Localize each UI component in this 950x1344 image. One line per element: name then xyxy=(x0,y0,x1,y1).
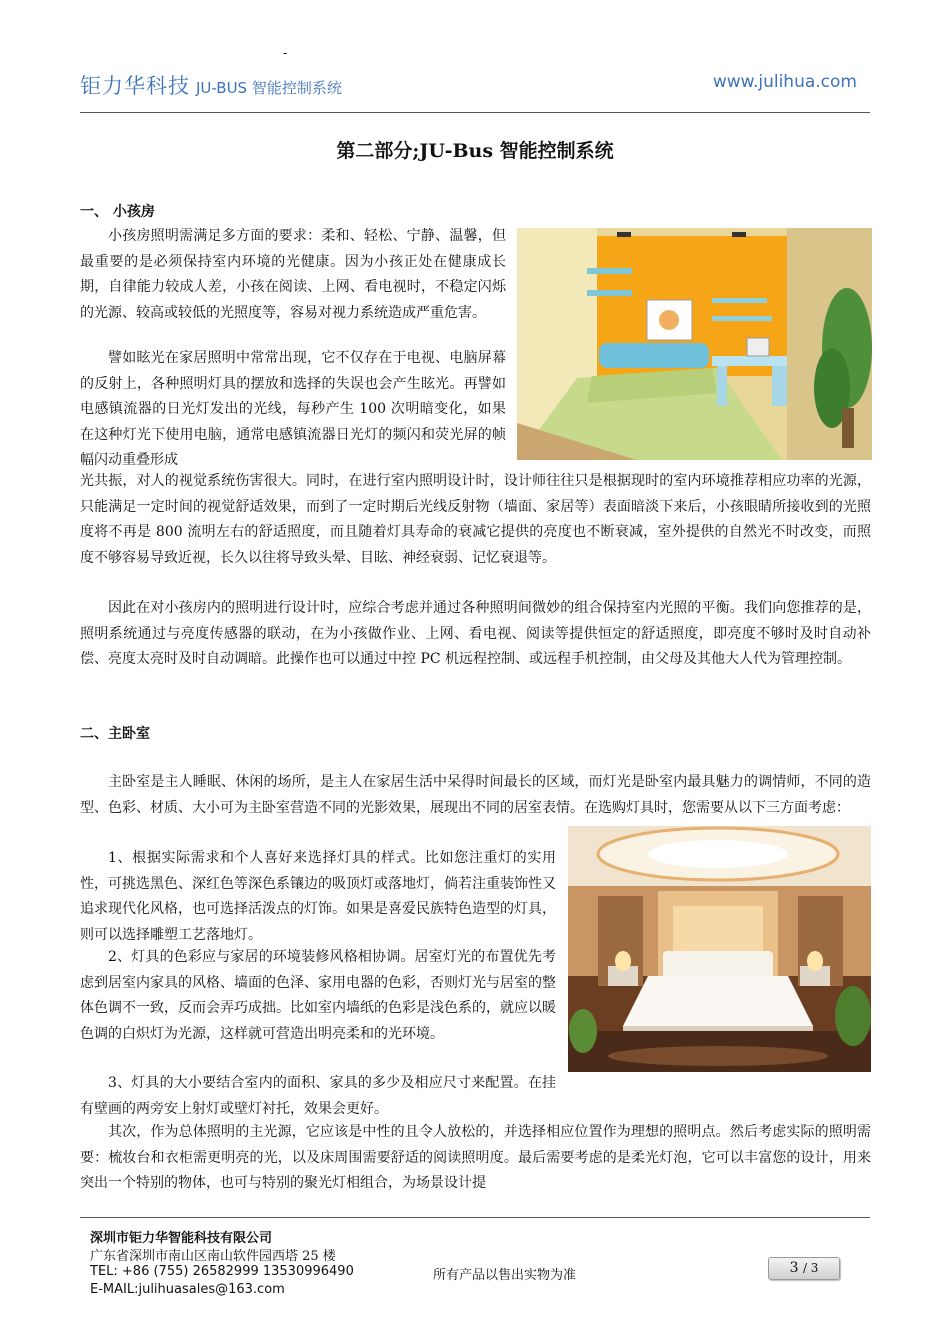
footer-company: 深圳市钜力华智能科技有限公司 xyxy=(90,1231,273,1246)
kids-room-photo xyxy=(517,228,872,460)
section1-heading: 一、 小孩房 xyxy=(80,204,155,220)
footer-tel: TEL: +86 (755) 26582999 13530996490 xyxy=(90,1264,354,1279)
section2-para2: 其次，作为总体照明的主光源，它应该是中性的且令人放松的，并选择相应位置作为理想的照明点。然后考虑实际的照明需要：梳妆台和衣柜需更明亮的光，以及床周围需要舒适的阅读照明度。最后需要考虑的是柔光灯泡，它可以丰富您的设计，用来突出一个特别的物体，也可与特别的聚光灯相组合，为场景设计提 xyxy=(80,1124,871,1192)
header-dash: - xyxy=(283,46,288,60)
page-total: / 3 xyxy=(802,1261,819,1275)
section1-para2a: 譬如眩光在家居照明中常常出现，它不仅存在于电视、电脑屏幕的反射上，各种照明灯具的摆放和选择的失误也会产生眩光。再譬如电感镇流器的日光灯发出的光线，每秒产生 100 次明暗变化，如果在这种灯光下使用电脑，通常电感镇流器日光灯的频闪和荧光屏的帧幅闪动重叠形成 xyxy=(80,350,506,469)
footer-divider xyxy=(80,1217,870,1218)
section1-para3: 因此在对小孩房内的照明进行设计时，应综合考虑并通过各种照明间微妙的组合保持室内光照的平衡。我们向您推荐的是，照明系统通过与亮度传感器的联动，在为小孩做作业、上网、看电视、阅读等提供恒定的舒适照度，即亮度不够时及时自动补偿、亮度太亮时及时自动调暗。此操作也可以通过中控 PC 机远程控制、或远程手机控制，由父母及其他大人代为管理控制。 xyxy=(80,600,871,668)
section1-para1: 小孩房照明需满足多方面的要求：柔和、轻松、宁静、温馨，但最重要的是必须保持室内环境的光健康。因为小孩正处在健康成长期，自律能力较成人差，小孩在阅读、上网、看电视时，不稳定闪烁的光源、较高或较低的光照度等，容易对视力系统造成严重危害。 xyxy=(80,228,506,321)
brand-product: JU-BUS 智能控制系统 xyxy=(196,79,342,97)
section2-item1: 1、根据实际需求和个人喜好来选择灯具的样式。比如您注重灯的实用性，可挑选黑色、深红色等深色系镶边的吸顶灯或落地灯，倘若注重装饰性又追求现代化风格，也可选择活泼点的灯饰。如果是喜爱民族特色造型的灯具，则可以选择雕塑工艺落地灯。 xyxy=(80,850,556,943)
page-title: 第二部分;JU-Bus 智能控制系统 xyxy=(336,140,614,162)
section2-heading: 二、主卧室 xyxy=(80,726,150,742)
brand-name: 钜力华科技 xyxy=(80,74,190,98)
header-url[interactable]: www.julihua.com xyxy=(712,72,857,92)
footer-address: 广东省深圳市南山区南山软件园西塔 25 楼 xyxy=(90,1249,336,1264)
section2-para1: 主卧室是主人睡眠、休闲的场所，是主人在家居生活中呆得时间最长的区域，而灯光是卧室内最具魅力的调情师，不同的造型、色彩、材质、大小可为主卧室营造不同的光影效果，展现出不同的居室表情。在选购灯具时，您需要从以下三方面考虑： xyxy=(80,774,871,816)
header-divider xyxy=(80,112,870,113)
header-brand xyxy=(80,70,342,100)
footer-note: 所有产品以售出实物为准 xyxy=(433,1268,577,1283)
footer-email[interactable]: E-MAIL:julihuasales@163.com xyxy=(90,1282,285,1297)
page-number: 3 xyxy=(789,1260,799,1276)
master-bedroom-photo xyxy=(568,826,871,1072)
section2-item3: 3、灯具的大小要结合室内的面积、家具的多少及相应尺寸来配置。在挂有壁画的两旁安上射灯或壁灯衬托，效果会更好。 xyxy=(80,1075,556,1117)
section2-item2: 2、灯具的色彩应与家居的环境装修风格相协调。居室灯光的布置优先考虑到居室内家具的风格、墙面的色泽、家用电器的色彩，否则灯光与居室的整体色调不一致，反而会弄巧成拙。比如室内墙纸的色彩是浅色系的，就应以暖色调的白炽灯为光源，这样就可营造出明亮柔和的光环境。 xyxy=(80,949,556,1042)
section1-para2b: 光共振，对人的视觉系统伤害很大。同时，在进行室内照明设计时，设计师往往只是根据现时的室内环境推荐相应功率的光源，只能满足一定时间的视觉舒适效果，而到了一定时期后光线反射物（墙面、家居等）表面暗淡下来后，小孩眼睛所接收到的光照度将不再是 800 流明左右的舒适照度，而且随着灯具寿命的衰减它提供的亮度也不断衰减，室外提供的自然光不时改变，而照度不够容易导致近视，长久以往将导致头晕、目眩、神经衰弱、记忆衰退等。 xyxy=(80,473,871,566)
page-number-box xyxy=(768,1257,840,1280)
